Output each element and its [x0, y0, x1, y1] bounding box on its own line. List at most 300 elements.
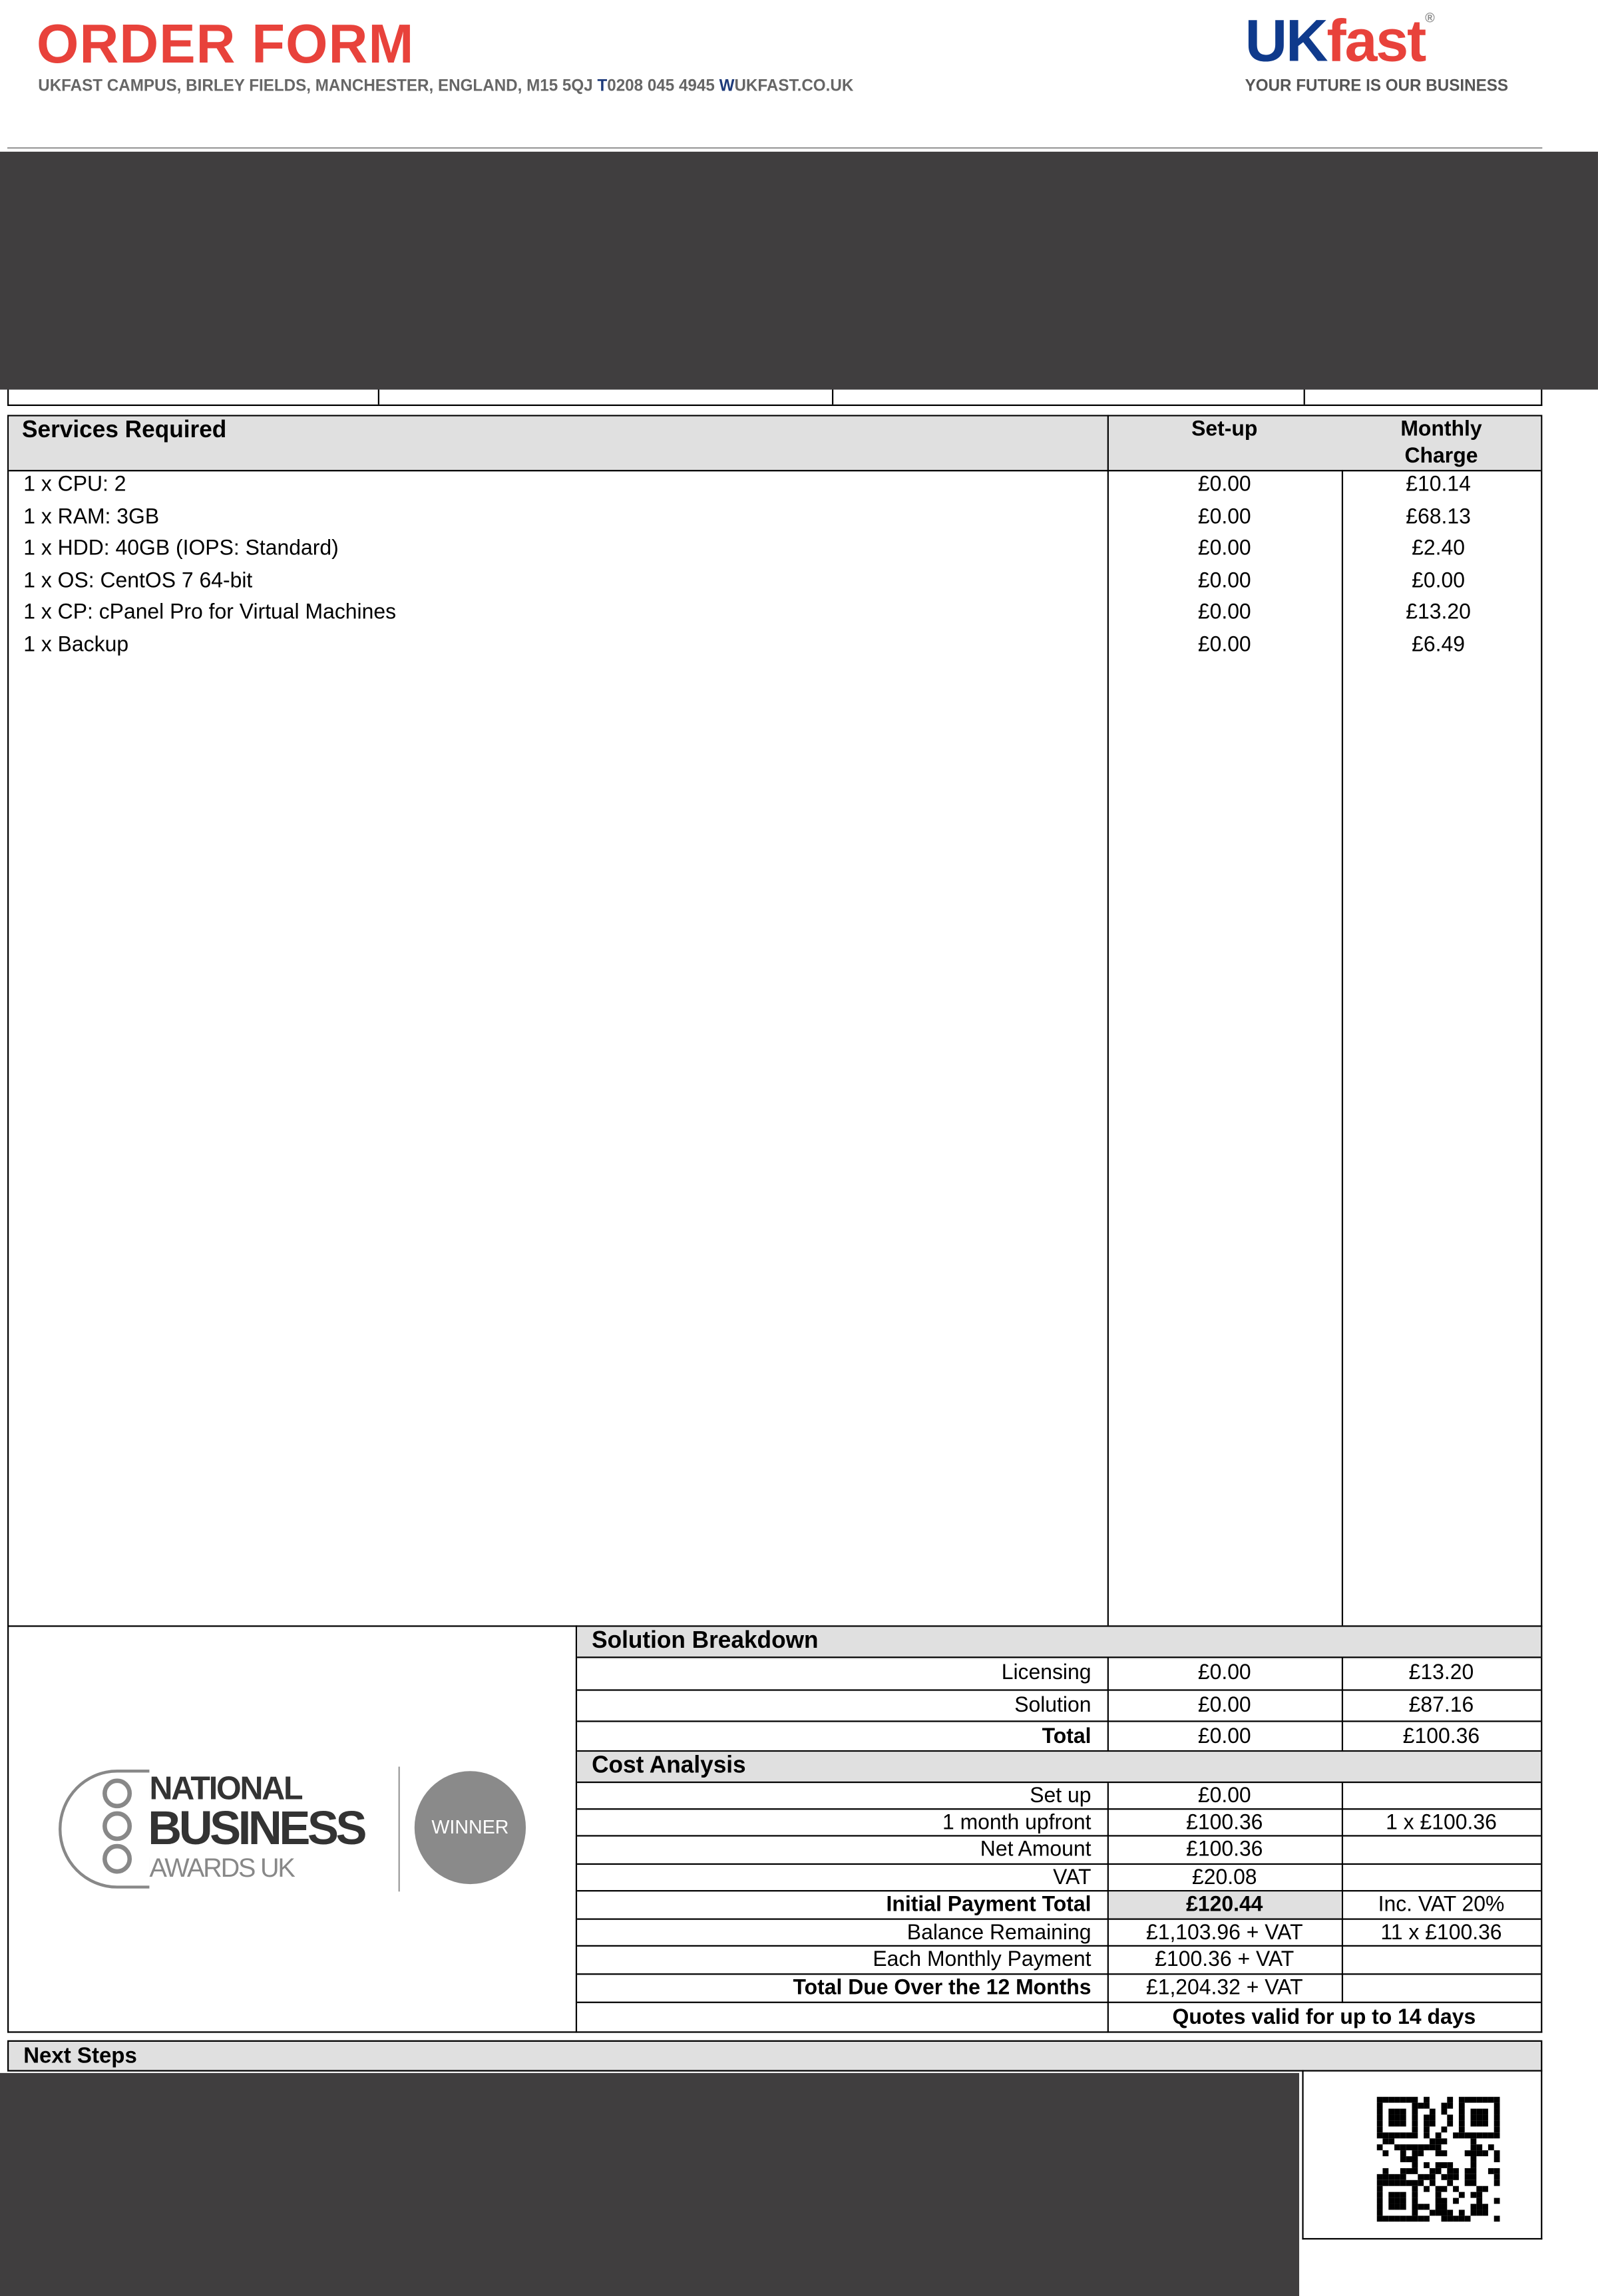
quote-validity: Quotes valid for up to 14 days — [1172, 2006, 1476, 2030]
qr-module — [1400, 2120, 1406, 2126]
qr-module — [1412, 2192, 1418, 2198]
qr-module — [1412, 2198, 1418, 2204]
qr-module — [1377, 2144, 1383, 2150]
address-text: UKFAST CAMPUS, BIRLEY FIELDS, MANCHESTER, ENGLAND, M15 5QJ — [38, 77, 593, 96]
service-name: 1 x Backup — [23, 633, 129, 658]
qr-module — [1400, 2156, 1406, 2162]
qr-module — [1447, 2180, 1453, 2186]
row-divider — [577, 1919, 1541, 1920]
qr-module — [1441, 2204, 1447, 2210]
qr-module — [1441, 2109, 1447, 2115]
summary-label: Balance Remaining — [906, 1921, 1092, 1945]
qr-module — [1436, 2168, 1442, 2174]
row-divider — [577, 1863, 1541, 1865]
qr-module — [1400, 2198, 1406, 2204]
qr-module — [1394, 2114, 1400, 2120]
logo-fast: fast — [1326, 9, 1426, 75]
qr-module — [1400, 2144, 1406, 2150]
summary-label: 1 month upfront — [942, 1811, 1092, 1835]
qr-module — [1430, 2144, 1436, 2150]
qr-module — [1436, 2209, 1442, 2215]
next-steps-header — [7, 2040, 1542, 2072]
qr-module — [1441, 2186, 1447, 2192]
qr-module — [1447, 2103, 1453, 2109]
qr-module — [1400, 2132, 1406, 2138]
qr-module — [1377, 2126, 1383, 2132]
qr-module — [1476, 2209, 1482, 2215]
setup-header: Set-up — [1191, 417, 1258, 442]
qr-module — [1447, 2215, 1453, 2221]
qr-module — [1459, 2097, 1465, 2103]
monthly-header: Monthly Charge — [1400, 417, 1482, 469]
col-divider — [1342, 1837, 1343, 1865]
award-divider — [399, 1767, 400, 1892]
qr-module — [1488, 2132, 1494, 2138]
qr-module — [1382, 2168, 1388, 2174]
qr-module — [1436, 2192, 1442, 2198]
qr-module — [1406, 2144, 1412, 2150]
redacted-region — [0, 152, 1598, 390]
qr-module — [1476, 2150, 1482, 2156]
qr-module — [1377, 2180, 1383, 2186]
qr-module — [1494, 2215, 1500, 2221]
qr-module — [1424, 2204, 1430, 2210]
qr-module — [1459, 2103, 1465, 2109]
qr-module — [1447, 2097, 1453, 2103]
summary-note: Inc. VAT 20% — [1378, 1893, 1505, 1917]
qr-module — [1412, 2215, 1418, 2221]
qr-module — [1418, 2204, 1424, 2210]
qr-module — [1488, 2168, 1494, 2174]
col-divider — [1342, 1975, 1343, 2003]
qr-module — [1459, 2126, 1465, 2132]
qr-module — [1471, 2192, 1477, 2198]
qr-module — [1476, 2114, 1482, 2120]
qr-module — [1412, 2150, 1418, 2156]
qr-module — [1436, 2162, 1442, 2168]
award-ring-icon — [102, 1812, 132, 1841]
winner-badge: WINNER — [415, 1771, 526, 1884]
qr-module — [1377, 2097, 1383, 2103]
qr-module — [1377, 2103, 1383, 2109]
qr-module — [1441, 2162, 1447, 2168]
qr-module — [1476, 2097, 1482, 2103]
qr-module — [1482, 2097, 1488, 2103]
qr-module — [1400, 2168, 1406, 2174]
qr-module — [1377, 2109, 1383, 2115]
qr-module — [1430, 2109, 1436, 2115]
section-title: Cost Analysis — [592, 1753, 746, 1779]
service-monthly: £6.49 — [1412, 633, 1466, 658]
row-divider — [577, 1720, 1541, 1722]
row-divider — [577, 2002, 1541, 2003]
summary-note: £100.36 — [1402, 1725, 1480, 1749]
qr-module — [1424, 2144, 1430, 2150]
qr-module — [1476, 2198, 1482, 2204]
qr-module — [1424, 2162, 1430, 2168]
qr-module — [1388, 2204, 1394, 2210]
qr-module — [1441, 2126, 1447, 2132]
qr-module — [1412, 2168, 1418, 2174]
qr-module — [1494, 2114, 1500, 2120]
summary-value: £100.36 — [1186, 1811, 1263, 1835]
service-name: 1 x CPU: 2 — [23, 473, 126, 497]
qr-module — [1465, 2132, 1471, 2138]
summary-value: £1,204.32 + VAT — [1145, 1976, 1303, 2001]
qr-module — [1476, 2186, 1482, 2192]
qr-module — [1471, 2138, 1477, 2144]
qr-module — [1471, 2156, 1477, 2162]
qr-module — [1388, 2198, 1394, 2204]
qr-module — [1441, 2150, 1447, 2156]
row-divider — [577, 1689, 1541, 1690]
qr-module — [1471, 2174, 1477, 2180]
qr-module — [1412, 2180, 1418, 2186]
summary-label: Each Monthly Payment — [873, 1948, 1092, 1972]
summary-label: Licensing — [1001, 1660, 1092, 1685]
qr-module — [1459, 2215, 1465, 2221]
company-address — [38, 77, 853, 96]
qr-module — [1471, 2114, 1477, 2120]
qr-module — [1447, 2120, 1453, 2126]
qr-module — [1394, 2204, 1400, 2210]
qr-module — [1400, 2180, 1406, 2186]
qr-module — [1388, 2180, 1394, 2186]
service-setup: £0.00 — [1197, 633, 1251, 658]
qr-module — [1436, 2144, 1442, 2150]
col-divider — [1342, 1947, 1343, 1975]
web-label: W — [719, 77, 735, 96]
qr-module — [1394, 2198, 1400, 2204]
qr-module — [1465, 2215, 1471, 2221]
qr-module — [1406, 2180, 1412, 2186]
summary-value: £100.36 + VAT — [1155, 1948, 1295, 1972]
qr-module — [1471, 2168, 1477, 2174]
summary-label: Total Due Over the 12 Months — [793, 1976, 1092, 2001]
qr-module — [1382, 2138, 1388, 2144]
qr-module — [1436, 2204, 1442, 2210]
qr-module — [1394, 2192, 1400, 2198]
qr-module — [1453, 2174, 1459, 2180]
qr-module — [1482, 2186, 1488, 2192]
national-business-awards-logo — [59, 1767, 542, 1893]
qr-module — [1494, 2120, 1500, 2126]
summary-value: £0.00 — [1197, 1694, 1251, 1718]
qr-module — [1377, 2132, 1383, 2138]
row-divider — [577, 1808, 1541, 1810]
section-title: Solution Breakdown — [592, 1628, 819, 1654]
header-divider — [7, 147, 1542, 148]
qr-module — [1430, 2209, 1436, 2215]
qr-module — [1430, 2114, 1436, 2120]
redacted-region — [0, 2073, 1299, 2296]
row-divider — [577, 1890, 1541, 1891]
qr-module — [1382, 2132, 1388, 2138]
qr-module — [1459, 2209, 1465, 2215]
qr-module — [1412, 2097, 1418, 2103]
qr-module — [1471, 2204, 1477, 2210]
qr-module — [1388, 2215, 1394, 2221]
qr-module — [1412, 2120, 1418, 2126]
row-divider — [577, 1835, 1541, 1836]
summary-note: 11 x £100.36 — [1380, 1921, 1502, 1945]
qr-module — [1412, 2162, 1418, 2168]
qr-module — [1447, 2168, 1453, 2174]
qr-module — [1465, 2174, 1471, 2180]
qr-module — [1447, 2174, 1453, 2180]
qr-module — [1465, 2180, 1471, 2186]
qr-module — [1382, 2215, 1388, 2221]
summary-label: VAT — [1053, 1866, 1092, 1891]
qr-module — [1471, 2144, 1477, 2150]
qr-module — [1418, 2144, 1424, 2150]
award-ring-icon — [102, 1778, 132, 1808]
summary-value: £0.00 — [1197, 1660, 1251, 1685]
qr-module — [1377, 2215, 1383, 2221]
qr-module — [1441, 2174, 1447, 2180]
qr-module — [1441, 2138, 1447, 2144]
qr-module — [1377, 2114, 1383, 2120]
services-table — [7, 415, 1542, 1626]
tagline: YOUR FUTURE IS OUR BUSINESS — [1245, 77, 1509, 96]
qr-module — [1476, 2204, 1482, 2210]
page-title: ORDER FORM — [37, 13, 415, 75]
qr-module — [1436, 2150, 1442, 2156]
website: UKFAST.CO.UK — [734, 77, 854, 96]
service-monthly: £68.13 — [1406, 504, 1471, 529]
qr-module — [1400, 2109, 1406, 2115]
qr-module — [1430, 2180, 1436, 2186]
qr-module — [1424, 2132, 1430, 2138]
qr-module — [1406, 2156, 1412, 2162]
col-divider — [1342, 1783, 1343, 1810]
qr-module — [1471, 2109, 1477, 2115]
qr-module — [1471, 2097, 1477, 2103]
qr-module — [1377, 2186, 1383, 2192]
qr-module — [1400, 2114, 1406, 2120]
qr-module — [1453, 2132, 1459, 2138]
service-name: 1 x RAM: 3GB — [23, 504, 160, 529]
qr-module — [1388, 2138, 1394, 2144]
qr-module — [1388, 2120, 1394, 2126]
qr-module — [1476, 2109, 1482, 2115]
qr-module — [1459, 2132, 1465, 2138]
services-header: Services Required — [22, 417, 227, 443]
qr-module — [1388, 2132, 1394, 2138]
qr-module — [1400, 2097, 1406, 2103]
summary-label: Initial Payment Total — [886, 1893, 1092, 1917]
qr-module — [1430, 2138, 1436, 2144]
qr-module — [1441, 2103, 1447, 2109]
service-name: 1 x OS: CentOS 7 64-bit — [23, 569, 253, 594]
qr-module — [1441, 2209, 1447, 2215]
qr-module — [1418, 2103, 1424, 2109]
qr-module — [1412, 2204, 1418, 2210]
qr-module — [1482, 2114, 1488, 2120]
qr-module — [1447, 2209, 1453, 2215]
qr-module — [1494, 2156, 1500, 2162]
qr-module — [1436, 2138, 1442, 2144]
qr-module — [1388, 2109, 1394, 2115]
qr-module — [1482, 2209, 1488, 2215]
qr-module — [1482, 2120, 1488, 2126]
qr-module — [1400, 2174, 1406, 2180]
qr-module — [1482, 2204, 1488, 2210]
qr-module — [1377, 2120, 1383, 2126]
qr-module — [1400, 2215, 1406, 2221]
service-name: 1 x CP: cPanel Pro for Virtual Machines — [23, 601, 397, 626]
qr-module — [1471, 2132, 1477, 2138]
qr-module — [1424, 2114, 1430, 2120]
qr-module — [1465, 2150, 1471, 2156]
qr-module — [1471, 2209, 1477, 2215]
qr-module — [1471, 2162, 1477, 2168]
registered-mark: ® — [1425, 10, 1434, 25]
qr-module — [1394, 2180, 1400, 2186]
service-name: 1 x HDD: 40GB (IOPS: Standard) — [23, 537, 339, 561]
qr-module — [1382, 2097, 1388, 2103]
qr-cell — [1302, 2070, 1542, 2239]
summary-label: Net Amount — [980, 1837, 1092, 1862]
award-line2: BUSINESS — [148, 1800, 365, 1855]
qr-module — [1424, 2186, 1430, 2192]
summary-note: £87.16 — [1408, 1694, 1474, 1718]
qr-module — [1377, 2209, 1383, 2215]
qr-module — [1418, 2180, 1424, 2186]
qr-module — [1471, 2180, 1477, 2186]
qr-module — [1459, 2192, 1465, 2198]
qr-module — [1424, 2120, 1430, 2126]
qr-module — [1476, 2132, 1482, 2138]
qr-module — [1459, 2114, 1465, 2120]
qr-module — [1400, 2204, 1406, 2210]
qr-module — [1494, 2174, 1500, 2180]
qr-module — [1494, 2180, 1500, 2186]
qr-module — [1406, 2215, 1412, 2221]
phone-label: T — [597, 77, 608, 96]
summary-label: Solution — [1014, 1694, 1092, 1718]
qr-module — [1424, 2097, 1430, 2103]
summary-value: £100.36 — [1186, 1837, 1263, 1862]
qr-module — [1436, 2198, 1442, 2204]
award-line3: AWARDS UK — [149, 1853, 294, 1883]
qr-module — [1382, 2180, 1388, 2186]
qr-module — [1471, 2120, 1477, 2126]
summary-value: £0.00 — [1197, 1784, 1251, 1809]
qr-module — [1388, 2097, 1394, 2103]
qr-module — [1465, 2168, 1471, 2174]
qr-module — [1400, 2192, 1406, 2198]
summary-value: £0.00 — [1197, 1725, 1251, 1749]
service-setup: £0.00 — [1197, 504, 1251, 529]
qr-module — [1406, 2097, 1412, 2103]
service-monthly: £0.00 — [1412, 569, 1466, 594]
qr-module — [1412, 2209, 1418, 2215]
award-line1: NATIONAL — [149, 1770, 302, 1807]
qr-module — [1488, 2144, 1494, 2150]
qr-module — [1412, 2109, 1418, 2115]
qr-module — [1388, 2174, 1394, 2180]
qr-module — [1494, 2109, 1500, 2115]
qr-module — [1412, 2103, 1418, 2109]
qr-code-icon — [1377, 2097, 1500, 2222]
logo-uk: UK — [1245, 9, 1327, 75]
qr-module — [1400, 2150, 1406, 2156]
qr-module — [1447, 2114, 1453, 2120]
award-ring-icon — [102, 1844, 132, 1874]
summary-note: 1 x £100.36 — [1386, 1811, 1497, 1835]
qr-module — [1424, 2103, 1430, 2109]
qr-module — [1488, 2097, 1494, 2103]
service-monthly: £13.20 — [1406, 601, 1471, 626]
qr-module — [1394, 2215, 1400, 2221]
qr-module — [1430, 2168, 1436, 2174]
qr-module — [1430, 2174, 1436, 2180]
service-setup: £0.00 — [1197, 569, 1251, 594]
qr-module — [1418, 2174, 1424, 2180]
qr-module — [1394, 2097, 1400, 2103]
row-divider — [577, 1973, 1541, 1975]
service-setup: £0.00 — [1197, 601, 1251, 626]
qr-module — [1377, 2192, 1383, 2198]
qr-module — [1418, 2215, 1424, 2221]
qr-module — [1482, 2132, 1488, 2138]
qr-module — [1447, 2162, 1453, 2168]
summary-value: £1,103.96 + VAT — [1145, 1921, 1303, 1945]
qr-module — [1394, 2132, 1400, 2138]
qr-module — [1453, 2186, 1459, 2192]
qr-module — [1382, 2150, 1388, 2156]
qr-module — [1418, 2150, 1424, 2156]
qr-module — [1459, 2120, 1465, 2126]
summary-label: Total — [1042, 1725, 1092, 1749]
qr-module — [1412, 2132, 1418, 2138]
qr-module — [1494, 2103, 1500, 2109]
qr-module — [1476, 2192, 1482, 2198]
ukfast-logo — [1245, 9, 1434, 75]
qr-module — [1453, 2215, 1459, 2221]
qr-module — [1412, 2186, 1418, 2192]
qr-module — [1465, 2097, 1471, 2103]
qr-module — [1382, 2174, 1388, 2180]
qr-module — [1412, 2144, 1418, 2150]
qr-module — [1453, 2168, 1459, 2174]
summary-label: Set up — [1030, 1784, 1092, 1809]
summary-value: £20.08 — [1191, 1866, 1257, 1891]
summary-value: £120.44 — [1186, 1893, 1263, 1917]
qr-module — [1441, 2215, 1447, 2221]
qr-module — [1441, 2198, 1447, 2204]
qr-module — [1482, 2150, 1488, 2156]
qr-module — [1494, 2126, 1500, 2132]
service-monthly: £2.40 — [1412, 537, 1466, 561]
qr-module — [1412, 2126, 1418, 2132]
qr-module — [1453, 2198, 1459, 2204]
qr-module — [1494, 2150, 1500, 2156]
qr-module — [1412, 2114, 1418, 2120]
qr-module — [1430, 2120, 1436, 2126]
qr-module — [1476, 2144, 1482, 2150]
qr-module — [1394, 2144, 1400, 2150]
qr-module — [1436, 2186, 1442, 2192]
service-setup: £0.00 — [1197, 537, 1251, 561]
qr-module — [1424, 2215, 1430, 2221]
qr-module — [1377, 2204, 1383, 2210]
qr-module — [1424, 2126, 1430, 2132]
row-divider — [577, 1945, 1541, 1947]
qr-module — [1394, 2109, 1400, 2115]
qr-module — [1459, 2109, 1465, 2115]
